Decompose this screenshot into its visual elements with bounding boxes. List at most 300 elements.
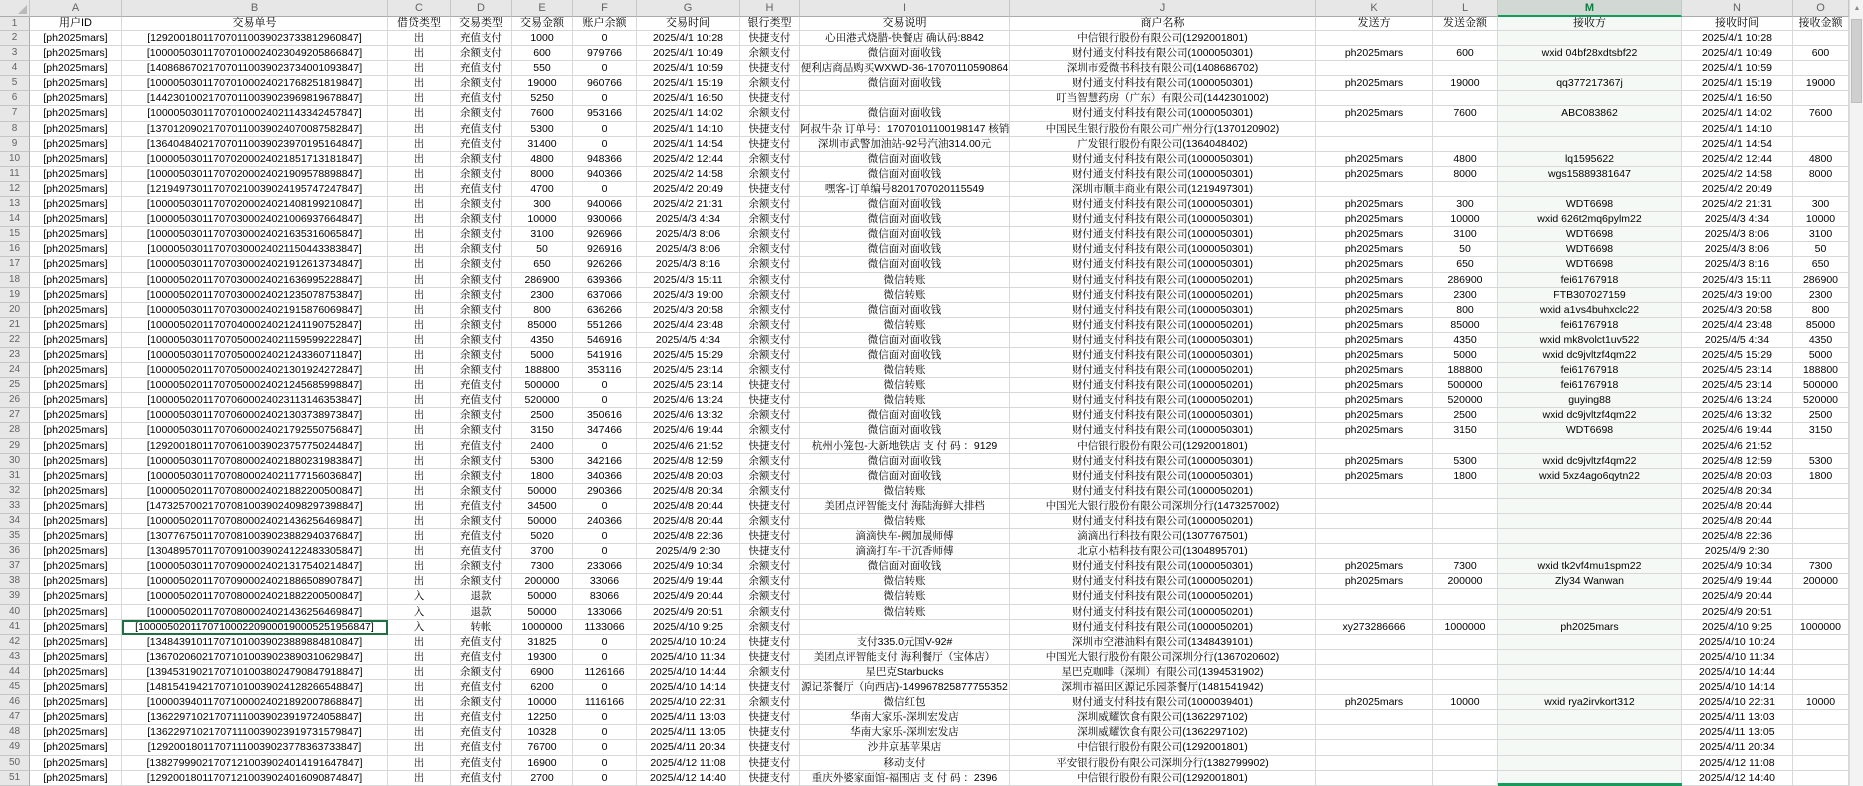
cell-c17[interactable]: 出 — [388, 257, 451, 272]
cell-b34[interactable]: [100005020117070800024021436256469847] — [122, 514, 388, 529]
cell-f51[interactable]: 0 — [573, 771, 637, 786]
cell-j26[interactable]: 财付通支付科技有限公司(1000050201) — [1010, 393, 1316, 408]
cell-b33[interactable]: [147325700217070810039024098297398847] — [122, 499, 388, 514]
cell-e46[interactable]: 10000 — [512, 695, 573, 710]
cell-c6[interactable]: 出 — [388, 91, 451, 106]
cell-a7[interactable]: [ph2025mars] — [30, 106, 122, 121]
row-header-34[interactable]: 34 — [0, 514, 30, 529]
cell-l6[interactable] — [1433, 91, 1498, 106]
cell-o10[interactable]: 4800 — [1793, 152, 1849, 167]
cell-h9[interactable]: 快捷支付 — [740, 137, 800, 152]
cell-f47[interactable]: 0 — [573, 710, 637, 725]
cell-a46[interactable]: [ph2025mars] — [30, 695, 122, 710]
cell-j35[interactable]: 滴滴出行科技有限公司(1307767501) — [1010, 529, 1316, 544]
row-header-48[interactable]: 48 — [0, 725, 30, 740]
cell-e49[interactable]: 76700 — [512, 740, 573, 755]
cell-c36[interactable]: 出 — [388, 544, 451, 559]
cell-o21[interactable]: 85000 — [1793, 318, 1849, 333]
cell-d16[interactable]: 余额支付 — [451, 242, 512, 257]
cell-m18[interactable]: fei61767918 — [1498, 273, 1682, 288]
cell-b8[interactable]: [137012090217070110039024070087582847] — [122, 122, 388, 137]
cell-m25[interactable]: fei61767918 — [1498, 378, 1682, 393]
row-header-35[interactable]: 35 — [0, 529, 30, 544]
cell-n47[interactable]: 2025/4/11 13:03 — [1682, 710, 1793, 725]
cell-j18[interactable]: 财付通支付科技有限公司(1000050201) — [1010, 273, 1316, 288]
cell-g24[interactable]: 2025/4/5 23:14 — [637, 363, 740, 378]
cell-n33[interactable]: 2025/4/8 20:44 — [1682, 499, 1793, 514]
cell-k17[interactable]: ph2025mars — [1316, 257, 1433, 272]
cell-a44[interactable]: [ph2025mars] — [30, 665, 122, 680]
cell-b17[interactable]: [100005030117070300024021912613734847] — [122, 257, 388, 272]
cell-f8[interactable]: 0 — [573, 122, 637, 137]
cell-m37[interactable]: wxid tk2vf4mu1spm22 — [1498, 559, 1682, 574]
cell-a35[interactable]: [ph2025mars] — [30, 529, 122, 544]
cell-o50[interactable] — [1793, 756, 1849, 771]
cell-k45[interactable] — [1316, 680, 1433, 695]
cell-n29[interactable]: 2025/4/6 21:52 — [1682, 439, 1793, 454]
cell-k22[interactable]: ph2025mars — [1316, 333, 1433, 348]
cell-i16[interactable]: 微信面对面收钱 — [800, 242, 1010, 257]
cell-n5[interactable]: 2025/4/1 15:19 — [1682, 76, 1793, 91]
cell-m21[interactable]: fei61767918 — [1498, 318, 1682, 333]
cell-l44[interactable] — [1433, 665, 1498, 680]
cell-k33[interactable] — [1316, 499, 1433, 514]
cell-a17[interactable]: [ph2025mars] — [30, 257, 122, 272]
row-header-16[interactable]: 16 — [0, 242, 30, 257]
cell-n45[interactable]: 2025/4/10 14:14 — [1682, 680, 1793, 695]
field-header-o[interactable]: 接收金额 — [1793, 17, 1849, 31]
cell-j14[interactable]: 财付通支付科技有限公司(1000050301) — [1010, 212, 1316, 227]
field-header-d[interactable]: 交易类型 — [451, 17, 512, 31]
cell-e13[interactable]: 300 — [512, 197, 573, 212]
cell-h22[interactable]: 余额支付 — [740, 333, 800, 348]
cell-b20[interactable]: [100005030117070300024021915876069847] — [122, 303, 388, 318]
cell-c41[interactable]: 入 — [388, 620, 451, 635]
cell-g2[interactable]: 2025/4/1 10:28 — [637, 31, 740, 46]
cell-c16[interactable]: 出 — [388, 242, 451, 257]
cell-e2[interactable]: 1000 — [512, 31, 573, 46]
cell-c51[interactable]: 出 — [388, 771, 451, 786]
row-header-28[interactable]: 28 — [0, 423, 30, 438]
scrollbar-thumb[interactable] — [1851, 19, 1862, 103]
select-all-corner[interactable] — [0, 0, 30, 17]
cell-a2[interactable]: [ph2025mars] — [30, 31, 122, 46]
row-header-18[interactable]: 18 — [0, 273, 30, 288]
column-header-k[interactable]: K — [1316, 0, 1433, 17]
cell-o23[interactable]: 5000 — [1793, 348, 1849, 363]
cell-d43[interactable]: 充值支付 — [451, 650, 512, 665]
cell-d22[interactable]: 余额支付 — [451, 333, 512, 348]
cell-l49[interactable] — [1433, 740, 1498, 755]
cell-m34[interactable] — [1498, 514, 1682, 529]
cell-h34[interactable]: 余额支付 — [740, 514, 800, 529]
cell-a6[interactable]: [ph2025mars] — [30, 91, 122, 106]
cell-b15[interactable]: [100005030117070300024021635316065847] — [122, 227, 388, 242]
cell-g29[interactable]: 2025/4/6 21:52 — [637, 439, 740, 454]
cell-l17[interactable]: 650 — [1433, 257, 1498, 272]
cell-l15[interactable]: 3100 — [1433, 227, 1498, 242]
cell-c40[interactable]: 入 — [388, 605, 451, 620]
cell-d24[interactable]: 余额支付 — [451, 363, 512, 378]
cell-l3[interactable]: 600 — [1433, 46, 1498, 61]
cell-o42[interactable] — [1793, 635, 1849, 650]
cell-j27[interactable]: 财付通支付科技有限公司(1000050301) — [1010, 408, 1316, 423]
cell-b24[interactable]: [100005020117070500024021301924272847] — [122, 363, 388, 378]
cell-e6[interactable]: 5250 — [512, 91, 573, 106]
cell-l41[interactable]: 1000000 — [1433, 620, 1498, 635]
cell-b21[interactable]: [100005020117070400024021241190752847] — [122, 318, 388, 333]
cell-f24[interactable]: 353116 — [573, 363, 637, 378]
cell-d2[interactable]: 充值支付 — [451, 31, 512, 46]
cell-n39[interactable]: 2025/4/9 20:44 — [1682, 589, 1793, 604]
cell-b19[interactable]: [100005020117070300024021235078753847] — [122, 288, 388, 303]
cell-e44[interactable]: 6900 — [512, 665, 573, 680]
cell-g7[interactable]: 2025/4/1 14:02 — [637, 106, 740, 121]
cell-a3[interactable]: [ph2025mars] — [30, 46, 122, 61]
cell-n9[interactable]: 2025/4/1 14:54 — [1682, 137, 1793, 152]
cell-b11[interactable]: [100005030117070200024021909578898847] — [122, 167, 388, 182]
cell-f33[interactable]: 0 — [573, 499, 637, 514]
cell-g5[interactable]: 2025/4/1 15:19 — [637, 76, 740, 91]
cell-a18[interactable]: [ph2025mars] — [30, 273, 122, 288]
cell-m29[interactable] — [1498, 439, 1682, 454]
cell-j49[interactable]: 中信银行股份有限公司(1292001801) — [1010, 740, 1316, 755]
cell-d29[interactable]: 充值支付 — [451, 439, 512, 454]
cell-j17[interactable]: 财付通支付科技有限公司(1000050301) — [1010, 257, 1316, 272]
cell-i5[interactable]: 微信面对面收钱 — [800, 76, 1010, 91]
cell-d36[interactable]: 充值支付 — [451, 544, 512, 559]
cell-n32[interactable]: 2025/4/8 20:34 — [1682, 484, 1793, 499]
cell-d27[interactable]: 余额支付 — [451, 408, 512, 423]
cell-c10[interactable]: 出 — [388, 152, 451, 167]
cell-k16[interactable]: ph2025mars — [1316, 242, 1433, 257]
cell-a31[interactable]: [ph2025mars] — [30, 469, 122, 484]
cell-l20[interactable]: 800 — [1433, 303, 1498, 318]
cell-n31[interactable]: 2025/4/8 20:03 — [1682, 469, 1793, 484]
cell-k35[interactable] — [1316, 529, 1433, 544]
cell-i27[interactable]: 微信面对面收钱 — [800, 408, 1010, 423]
row-header-14[interactable]: 14 — [0, 212, 30, 227]
cell-a19[interactable]: [ph2025mars] — [30, 288, 122, 303]
cell-c43[interactable]: 出 — [388, 650, 451, 665]
field-header-n[interactable]: 接收时间 — [1682, 17, 1793, 31]
cell-d47[interactable]: 充值支付 — [451, 710, 512, 725]
cell-l34[interactable] — [1433, 514, 1498, 529]
cell-n20[interactable]: 2025/4/3 20:58 — [1682, 303, 1793, 318]
cell-b16[interactable]: [100005030117070300024021150443383847] — [122, 242, 388, 257]
cell-o49[interactable] — [1793, 740, 1849, 755]
cell-b39[interactable]: [100005020117070800024021882200500847] — [122, 589, 388, 604]
row-header-26[interactable]: 26 — [0, 393, 30, 408]
cell-e27[interactable]: 2500 — [512, 408, 573, 423]
cell-e19[interactable]: 2300 — [512, 288, 573, 303]
row-header-6[interactable]: 6 — [0, 91, 30, 106]
cell-a30[interactable]: [ph2025mars] — [30, 454, 122, 469]
cell-c19[interactable]: 出 — [388, 288, 451, 303]
row-header-33[interactable]: 33 — [0, 499, 30, 514]
cell-f10[interactable]: 948366 — [573, 152, 637, 167]
cell-i9[interactable]: 深圳市武警加油站-92号汽油314.00元 — [800, 137, 1010, 152]
cell-d12[interactable]: 充值支付 — [451, 182, 512, 197]
cell-i45[interactable]: 源记茶餐厅（向西店)-149967825877755352 — [800, 680, 1010, 695]
cell-o18[interactable]: 286900 — [1793, 273, 1849, 288]
cell-d7[interactable]: 余额支付 — [451, 106, 512, 121]
cell-b36[interactable]: [130489570117070910039024122483305847] — [122, 544, 388, 559]
cell-d19[interactable]: 余额支付 — [451, 288, 512, 303]
cell-c50[interactable]: 出 — [388, 756, 451, 771]
cell-l26[interactable]: 520000 — [1433, 393, 1498, 408]
cell-k11[interactable]: ph2025mars — [1316, 167, 1433, 182]
field-header-c[interactable]: 借贷类型 — [388, 17, 451, 31]
cell-g22[interactable]: 2025/4/5 4:34 — [637, 333, 740, 348]
cell-m28[interactable]: WDT6698 — [1498, 423, 1682, 438]
field-header-b[interactable]: 交易单号 — [122, 17, 388, 31]
cell-n2[interactable]: 2025/4/1 10:28 — [1682, 31, 1793, 46]
cell-l23[interactable]: 5000 — [1433, 348, 1498, 363]
cell-k25[interactable]: ph2025mars — [1316, 378, 1433, 393]
cell-f4[interactable]: 0 — [573, 61, 637, 76]
cell-n41[interactable]: 2025/4/10 9:25 — [1682, 620, 1793, 635]
cell-c46[interactable]: 出 — [388, 695, 451, 710]
cell-g10[interactable]: 2025/4/2 12:44 — [637, 152, 740, 167]
cell-k49[interactable] — [1316, 740, 1433, 755]
cell-c2[interactable]: 出 — [388, 31, 451, 46]
cell-a26[interactable]: [ph2025mars] — [30, 393, 122, 408]
row-header-11[interactable]: 11 — [0, 167, 30, 182]
cell-a27[interactable]: [ph2025mars] — [30, 408, 122, 423]
cell-d21[interactable]: 余额支付 — [451, 318, 512, 333]
cell-f2[interactable]: 0 — [573, 31, 637, 46]
cell-i6[interactable] — [800, 91, 1010, 106]
cell-o25[interactable]: 500000 — [1793, 378, 1849, 393]
cell-e45[interactable]: 6200 — [512, 680, 573, 695]
cell-g41[interactable]: 2025/4/10 9:25 — [637, 620, 740, 635]
cell-j9[interactable]: 广发银行股份有限公司(1364048402) — [1010, 137, 1316, 152]
cell-h21[interactable]: 余额支付 — [740, 318, 800, 333]
cell-o16[interactable]: 50 — [1793, 242, 1849, 257]
cell-c37[interactable]: 出 — [388, 559, 451, 574]
cell-m17[interactable]: WDT6698 — [1498, 257, 1682, 272]
cell-f17[interactable]: 926266 — [573, 257, 637, 272]
cell-h17[interactable]: 余额支付 — [740, 257, 800, 272]
cell-c23[interactable]: 出 — [388, 348, 451, 363]
cell-i25[interactable]: 微信转账 — [800, 378, 1010, 393]
row-header-8[interactable]: 8 — [0, 122, 30, 137]
cell-c4[interactable]: 出 — [388, 61, 451, 76]
cell-b4[interactable]: [140868670217070110039023734001093847] — [122, 61, 388, 76]
cell-e12[interactable]: 4700 — [512, 182, 573, 197]
cell-o3[interactable]: 600 — [1793, 46, 1849, 61]
field-header-g[interactable]: 交易时间 — [637, 17, 740, 31]
cell-h20[interactable]: 余额支付 — [740, 303, 800, 318]
cell-b31[interactable]: [100005030117070800024021177156036847] — [122, 469, 388, 484]
cell-j37[interactable]: 财付通支付科技有限公司(1000050301) — [1010, 559, 1316, 574]
cell-h14[interactable]: 余额支付 — [740, 212, 800, 227]
cell-k10[interactable]: ph2025mars — [1316, 152, 1433, 167]
cell-j30[interactable]: 财付通支付科技有限公司(1000050301) — [1010, 454, 1316, 469]
cell-k2[interactable] — [1316, 31, 1433, 46]
cell-f16[interactable]: 926916 — [573, 242, 637, 257]
cell-k40[interactable] — [1316, 605, 1433, 620]
cell-b45[interactable]: [148154194217071010039024128266548847] — [122, 680, 388, 695]
cell-f46[interactable]: 1116166 — [573, 695, 637, 710]
cell-m16[interactable]: WDT6698 — [1498, 242, 1682, 257]
cell-j41[interactable]: 财付通支付科技有限公司(1000050201) — [1010, 620, 1316, 635]
field-header-h[interactable]: 银行类型 — [740, 17, 800, 31]
cell-n7[interactable]: 2025/4/1 14:02 — [1682, 106, 1793, 121]
cell-b43[interactable]: [136702060217071010039023890310629847] — [122, 650, 388, 665]
cell-k5[interactable]: ph2025mars — [1316, 76, 1433, 91]
cell-l18[interactable]: 286900 — [1433, 273, 1498, 288]
cell-b50[interactable]: [138279990217071210039024014191647847] — [122, 756, 388, 771]
cell-h38[interactable]: 余额支付 — [740, 574, 800, 589]
cell-a22[interactable]: [ph2025mars] — [30, 333, 122, 348]
cell-l31[interactable]: 1800 — [1433, 469, 1498, 484]
cell-e18[interactable]: 286900 — [512, 273, 573, 288]
cell-a43[interactable]: [ph2025mars] — [30, 650, 122, 665]
cell-l9[interactable] — [1433, 137, 1498, 152]
cell-i18[interactable]: 微信转账 — [800, 273, 1010, 288]
cell-b28[interactable]: [100005030117070600024021792550756847] — [122, 423, 388, 438]
cell-c21[interactable]: 出 — [388, 318, 451, 333]
cell-g20[interactable]: 2025/4/3 20:58 — [637, 303, 740, 318]
cell-g40[interactable]: 2025/4/9 20:51 — [637, 605, 740, 620]
cell-i32[interactable]: 微信转账 — [800, 484, 1010, 499]
cell-n40[interactable]: 2025/4/9 20:51 — [1682, 605, 1793, 620]
cell-f39[interactable]: 83066 — [573, 589, 637, 604]
row-header-22[interactable]: 22 — [0, 333, 30, 348]
cell-g31[interactable]: 2025/4/8 20:03 — [637, 469, 740, 484]
cell-m40[interactable] — [1498, 605, 1682, 620]
cell-k37[interactable]: ph2025mars — [1316, 559, 1433, 574]
cell-c22[interactable]: 出 — [388, 333, 451, 348]
cell-b7[interactable]: [100005030117070100024021143342457847] — [122, 106, 388, 121]
cell-o41[interactable]: 1000000 — [1793, 620, 1849, 635]
cell-l39[interactable] — [1433, 589, 1498, 604]
cell-b22[interactable]: [100005030117070500024021159599222847] — [122, 333, 388, 348]
cell-k32[interactable] — [1316, 484, 1433, 499]
cell-f36[interactable]: 0 — [573, 544, 637, 559]
cell-c28[interactable]: 出 — [388, 423, 451, 438]
row-header-7[interactable]: 7 — [0, 106, 30, 121]
cell-g30[interactable]: 2025/4/8 12:59 — [637, 454, 740, 469]
cell-c42[interactable]: 出 — [388, 635, 451, 650]
cell-m5[interactable]: qq377217367j — [1498, 76, 1682, 91]
cell-g39[interactable]: 2025/4/9 20:44 — [637, 589, 740, 604]
row-header-12[interactable]: 12 — [0, 182, 30, 197]
cell-d50[interactable]: 充值支付 — [451, 756, 512, 771]
cell-c27[interactable]: 出 — [388, 408, 451, 423]
cell-i43[interactable]: 美团点评智能支付 海利餐厅（宝体店） — [800, 650, 1010, 665]
cell-a34[interactable]: [ph2025mars] — [30, 514, 122, 529]
cell-m35[interactable] — [1498, 529, 1682, 544]
cell-j51[interactable]: 中信银行股份有限公司(1292001801) — [1010, 771, 1316, 786]
cell-i28[interactable]: 微信面对面收钱 — [800, 423, 1010, 438]
cell-l14[interactable]: 10000 — [1433, 212, 1498, 227]
cell-n51[interactable]: 2025/4/12 14:40 — [1682, 771, 1793, 786]
cell-a13[interactable]: [ph2025mars] — [30, 197, 122, 212]
column-header-e[interactable]: E — [512, 0, 573, 17]
cell-a11[interactable]: [ph2025mars] — [30, 167, 122, 182]
column-header-f[interactable]: F — [573, 0, 637, 17]
cell-a25[interactable]: [ph2025mars] — [30, 378, 122, 393]
cell-m49[interactable] — [1498, 740, 1682, 755]
row-header-10[interactable]: 10 — [0, 152, 30, 167]
cell-f11[interactable]: 940366 — [573, 167, 637, 182]
column-header-o[interactable]: O — [1793, 0, 1849, 17]
cell-n17[interactable]: 2025/4/3 8:16 — [1682, 257, 1793, 272]
row-header-20[interactable]: 20 — [0, 303, 30, 318]
cell-j45[interactable]: 深圳市福田区源记乐园茶餐厅(1481541942) — [1010, 680, 1316, 695]
cell-f40[interactable]: 133066 — [573, 605, 637, 620]
cell-l11[interactable]: 8000 — [1433, 167, 1498, 182]
cell-e42[interactable]: 31825 — [512, 635, 573, 650]
cell-l37[interactable]: 7300 — [1433, 559, 1498, 574]
cell-b3[interactable]: [100005030117070100024023049205866847] — [122, 46, 388, 61]
cell-l16[interactable]: 50 — [1433, 242, 1498, 257]
cell-e16[interactable]: 50 — [512, 242, 573, 257]
cell-d17[interactable]: 余额支付 — [451, 257, 512, 272]
cell-m24[interactable]: fei61767918 — [1498, 363, 1682, 378]
row-header-15[interactable]: 15 — [0, 227, 30, 242]
cell-c24[interactable]: 出 — [388, 363, 451, 378]
cell-l28[interactable]: 3150 — [1433, 423, 1498, 438]
cell-a39[interactable]: [ph2025mars] — [30, 589, 122, 604]
cell-n15[interactable]: 2025/4/3 8:06 — [1682, 227, 1793, 242]
cell-f44[interactable]: 1126166 — [573, 665, 637, 680]
cell-a23[interactable]: [ph2025mars] — [30, 348, 122, 363]
cell-m44[interactable] — [1498, 665, 1682, 680]
cell-e29[interactable]: 2400 — [512, 439, 573, 454]
cell-f34[interactable]: 240366 — [573, 514, 637, 529]
cell-j7[interactable]: 财付通支付科技有限公司(1000050301) — [1010, 106, 1316, 121]
row-header-31[interactable]: 31 — [0, 469, 30, 484]
cell-m11[interactable]: wgs15889381647 — [1498, 167, 1682, 182]
cell-m32[interactable] — [1498, 484, 1682, 499]
cell-f12[interactable]: 0 — [573, 182, 637, 197]
cell-a36[interactable]: [ph2025mars] — [30, 544, 122, 559]
cell-b48[interactable]: [136229710217071110039023919731579847] — [122, 725, 388, 740]
row-header-23[interactable]: 23 — [0, 348, 30, 363]
cell-a47[interactable]: [ph2025mars] — [30, 710, 122, 725]
cell-e50[interactable]: 16900 — [512, 756, 573, 771]
column-header-j[interactable]: J — [1010, 0, 1316, 17]
cell-a41[interactable]: [ph2025mars] — [30, 620, 122, 635]
cell-e43[interactable]: 19300 — [512, 650, 573, 665]
cell-g8[interactable]: 2025/4/1 14:10 — [637, 122, 740, 137]
cell-g33[interactable]: 2025/4/8 20:44 — [637, 499, 740, 514]
cell-g4[interactable]: 2025/4/1 10:59 — [637, 61, 740, 76]
cell-n8[interactable]: 2025/4/1 14:10 — [1682, 122, 1793, 137]
cell-b44[interactable]: [139453190217071010038024790847918847] — [122, 665, 388, 680]
cell-n36[interactable]: 2025/4/9 2:30 — [1682, 544, 1793, 559]
cell-l50[interactable] — [1433, 756, 1498, 771]
cell-n11[interactable]: 2025/4/2 14:58 — [1682, 167, 1793, 182]
column-header-g[interactable]: G — [637, 0, 740, 17]
cell-n27[interactable]: 2025/4/6 13:32 — [1682, 408, 1793, 423]
cell-f9[interactable]: 0 — [573, 137, 637, 152]
cell-c48[interactable]: 出 — [388, 725, 451, 740]
cell-g27[interactable]: 2025/4/6 13:32 — [637, 408, 740, 423]
column-header-b[interactable]: B — [122, 0, 388, 17]
cell-e25[interactable]: 500000 — [512, 378, 573, 393]
row-header-25[interactable]: 25 — [0, 378, 30, 393]
cell-g13[interactable]: 2025/4/2 21:31 — [637, 197, 740, 212]
row-header-42[interactable]: 42 — [0, 635, 30, 650]
cell-k19[interactable]: ph2025mars — [1316, 288, 1433, 303]
cell-m39[interactable] — [1498, 589, 1682, 604]
cell-i11[interactable]: 微信面对面收钱 — [800, 167, 1010, 182]
